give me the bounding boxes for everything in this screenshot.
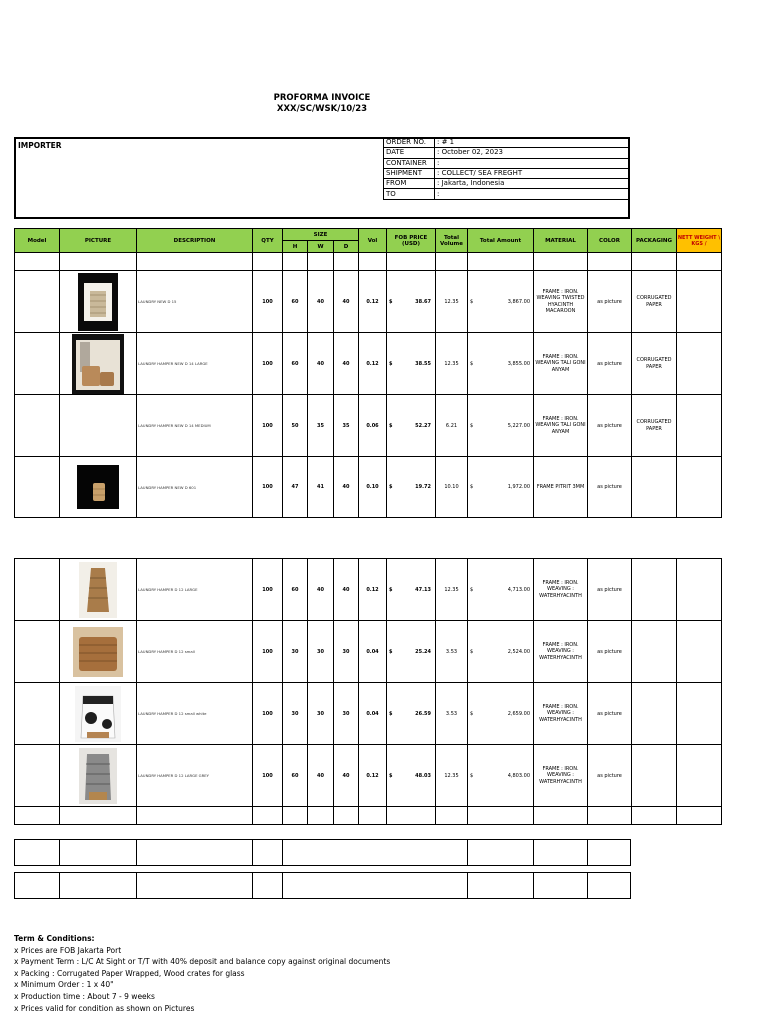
fob-value: 47.13 <box>415 586 431 593</box>
vol-cell: 0.12 <box>359 745 387 807</box>
page-break-row <box>15 518 722 559</box>
col-material: MATERIAL <box>534 229 588 253</box>
container-label: CONTAINER <box>384 158 435 168</box>
total-amount-value: 2,524.00 <box>507 648 530 655</box>
total-volume-cell: 12.35 <box>436 271 468 333</box>
qty-cell: 100 <box>253 559 283 621</box>
packaging-cell <box>632 621 677 683</box>
shipment-label: SHIPMENT <box>384 168 435 178</box>
fob-value: 25.24 <box>415 648 431 655</box>
currency-symbol: $ <box>470 586 474 593</box>
table-row-empty <box>15 253 722 271</box>
nett-weight-cell <box>677 621 722 683</box>
h-cell: 50 <box>283 395 308 457</box>
color-cell: as picture <box>588 745 632 807</box>
vol-cell: 0.04 <box>359 621 387 683</box>
description-cell: LAUNDRY HAMPER D 12 LARGE <box>137 559 253 621</box>
total-amount-cell <box>468 745 534 807</box>
nett-weight-cell <box>677 333 722 395</box>
invoice-number: XXX/SC/WSK/10/23 <box>276 104 368 114</box>
description-cell: LAUNDRY HAMPER D 12 LARGE GREY <box>137 745 253 807</box>
to-value: : <box>435 189 630 199</box>
color-cell: as picture <box>588 683 632 745</box>
currency-symbol: $ <box>470 422 474 429</box>
model-cell <box>15 621 60 683</box>
order-no-label: ORDER NO. <box>384 138 435 148</box>
color-cell: as picture <box>588 395 632 457</box>
fob-cell <box>387 683 436 745</box>
currency-symbol: $ <box>389 484 393 490</box>
terms-line: x Packing : Corrugated Paper Wrapped, Wood crates for glass <box>14 968 245 978</box>
from-value: : Jakarta, Indonesia <box>435 179 630 189</box>
qty-cell: 100 <box>253 683 283 745</box>
picture-cell <box>60 559 137 621</box>
nett-weight-cell <box>677 745 722 807</box>
packaging-cell: CORRUGATED PAPER <box>632 395 677 457</box>
material-cell: FRAME : IRON. WEAVING : WATERHYACINTH <box>534 621 588 683</box>
color-cell: as picture <box>588 559 632 621</box>
col-size-d: D <box>334 241 359 253</box>
w-cell: 35 <box>308 395 334 457</box>
currency-symbol: $ <box>470 484 474 490</box>
vol-cell: 0.12 <box>359 271 387 333</box>
packaging-cell <box>632 457 677 518</box>
h-cell: 30 <box>283 683 308 745</box>
fob-cell <box>387 395 436 457</box>
currency-symbol: $ <box>470 772 474 779</box>
col-nett-weight: NETT WEIGHT \ KGS / <box>677 229 722 253</box>
col-size-w: W <box>308 241 334 253</box>
total-amount-cell <box>468 559 534 621</box>
table-row <box>15 333 722 395</box>
summary-row-1 <box>14 839 631 866</box>
model-cell <box>15 745 60 807</box>
hamper-photo-image <box>78 273 118 331</box>
picture-cell <box>60 621 137 683</box>
currency-symbol: $ <box>389 586 393 593</box>
picture-cell <box>60 457 137 518</box>
h-cell: 30 <box>283 621 308 683</box>
color-cell: as picture <box>588 457 632 518</box>
table-row <box>15 683 722 745</box>
h-cell: 47 <box>283 457 308 518</box>
order-info-row <box>384 179 630 189</box>
terms-line: x Payment Term : L/C At Sight or T/T with 40% deposit and balance copy against original documents <box>14 957 391 967</box>
w-cell: 40 <box>308 271 334 333</box>
d-cell: 30 <box>334 683 359 745</box>
description-cell: LAUNDRY HAMPER D 12 small white <box>137 683 253 745</box>
model-cell <box>15 271 60 333</box>
order-info-row <box>384 158 630 168</box>
picture-cell <box>60 333 137 395</box>
description-cell: LAUNDRY HAMPER NEW D 601 <box>137 457 253 518</box>
material-cell: FRAME : IRON. WEAVING TALI GONI ANYAM <box>534 395 588 457</box>
total-amount-value: 5,227.00 <box>507 422 530 429</box>
qty-cell: 100 <box>253 271 283 333</box>
hamper-photo-image <box>75 686 121 742</box>
model-cell <box>15 333 60 395</box>
qty-cell: 100 <box>253 333 283 395</box>
col-qty: QTY <box>253 229 283 253</box>
currency-symbol: $ <box>389 298 393 305</box>
color-cell: as picture <box>588 621 632 683</box>
packaging-cell <box>632 683 677 745</box>
fob-cell <box>387 457 436 518</box>
total-volume-cell: 3.53 <box>436 621 468 683</box>
total-volume-cell: 12.35 <box>436 333 468 395</box>
color-cell: as picture <box>588 333 632 395</box>
fob-value: 38.55 <box>415 360 431 367</box>
nett-weight-cell <box>677 559 722 621</box>
vol-cell: 0.12 <box>359 333 387 395</box>
currency-symbol: $ <box>389 772 393 779</box>
hamper-photo-image <box>79 562 117 618</box>
col-packaging: PACKAGING <box>632 229 677 253</box>
model-cell <box>15 395 60 457</box>
hamper-photo-image <box>79 748 117 804</box>
col-size-h: H <box>283 241 308 253</box>
total-volume-cell: 12.35 <box>436 559 468 621</box>
qty-cell: 100 <box>253 621 283 683</box>
w-cell: 30 <box>308 621 334 683</box>
shipment-value: : COLLECT/ SEA FREGHT <box>435 168 630 178</box>
h-cell: 60 <box>283 559 308 621</box>
col-color: COLOR <box>588 229 632 253</box>
table-row <box>15 457 722 518</box>
total-volume-cell: 10.10 <box>436 457 468 518</box>
table-row <box>15 559 722 621</box>
order-info-row <box>384 138 630 148</box>
material-cell: FRAME : IRON. WEAVING : WATERHYACINTH <box>534 683 588 745</box>
nett-weight-cell <box>677 683 722 745</box>
total-amount-value: 4,803.00 <box>507 772 530 779</box>
qty-cell: 100 <box>253 457 283 518</box>
from-label: FROM <box>384 179 435 189</box>
currency-symbol: $ <box>389 648 393 655</box>
material-cell: FRAME : IRON. WEAVING : WATERHYACINTH <box>534 745 588 807</box>
currency-symbol: $ <box>389 360 393 367</box>
description-cell: LAUNDRY HAMPER NEW D 14 MEDIUM <box>137 395 253 457</box>
d-cell: 30 <box>334 621 359 683</box>
color-cell: as picture <box>588 271 632 333</box>
d-cell: 40 <box>334 333 359 395</box>
currency-symbol: $ <box>470 710 474 717</box>
material-cell: FRAME : IRON. WEAVING TALI GONI ANYAM <box>534 333 588 395</box>
qty-cell: 100 <box>253 395 283 457</box>
terms-line: x Prices are FOB Jakarta Port <box>14 945 122 955</box>
d-cell: 40 <box>334 271 359 333</box>
fob-cell <box>387 621 436 683</box>
order-no-value: : # 1 <box>435 138 630 148</box>
total-volume-cell: 3.53 <box>436 683 468 745</box>
fob-cell <box>387 333 436 395</box>
total-amount-cell <box>468 395 534 457</box>
w-cell: 30 <box>308 683 334 745</box>
total-amount-value: 2,659.00 <box>507 710 530 717</box>
d-cell: 40 <box>334 745 359 807</box>
total-amount-cell <box>468 271 534 333</box>
container-value: : <box>435 158 630 168</box>
qty-cell: 100 <box>253 745 283 807</box>
picture-cell <box>60 395 137 457</box>
total-amount-value: 1,972.00 <box>507 484 530 490</box>
currency-symbol: $ <box>470 298 474 305</box>
nett-weight-cell <box>677 395 722 457</box>
total-volume-cell: 6.21 <box>436 395 468 457</box>
table-row-empty <box>15 807 722 825</box>
currency-symbol: $ <box>470 648 474 655</box>
fob-cell <box>387 271 436 333</box>
packaging-cell: CORRUGATED PAPER <box>632 333 677 395</box>
invoice-title: PROFORMA INVOICE <box>273 93 371 103</box>
d-cell: 40 <box>334 457 359 518</box>
terms-line: x Production time : About 7 - 9 weeks <box>14 991 155 1001</box>
vol-cell: 0.04 <box>359 683 387 745</box>
fob-cell <box>387 559 436 621</box>
hamper-photo-image <box>77 465 119 509</box>
model-cell <box>15 457 60 518</box>
col-vol: Vol <box>359 229 387 253</box>
vol-cell: 0.12 <box>359 559 387 621</box>
h-cell: 60 <box>283 333 308 395</box>
date-label: DATE <box>384 148 435 158</box>
w-cell: 40 <box>308 745 334 807</box>
fob-value: 38.67 <box>415 298 431 305</box>
material-cell: FRAME : IRON. WEAVING : WATERHYACINTH <box>534 559 588 621</box>
material-cell: FRAME : IRON. WEAVING TWISTED HYACINTH MACAROON <box>534 271 588 333</box>
hamper-photo-image <box>73 627 123 677</box>
order-info-table <box>383 137 630 200</box>
terms-line: x Minimum Order : 1 x 40" <box>14 980 114 990</box>
col-description: DESCRIPTION <box>137 229 253 253</box>
table-row <box>15 745 722 807</box>
fob-value: 48.03 <box>415 772 431 779</box>
packaging-cell <box>632 745 677 807</box>
w-cell: 41 <box>308 457 334 518</box>
d-cell: 35 <box>334 395 359 457</box>
col-picture: PICTURE <box>60 229 137 253</box>
vol-cell: 0.10 <box>359 457 387 518</box>
w-cell: 40 <box>308 559 334 621</box>
total-volume-cell: 12.35 <box>436 745 468 807</box>
d-cell: 40 <box>334 559 359 621</box>
fob-value: 52.27 <box>415 422 431 429</box>
picture-cell <box>60 271 137 333</box>
total-amount-value: 3,867.00 <box>507 298 530 305</box>
order-info-row <box>384 168 630 178</box>
model-cell <box>15 559 60 621</box>
currency-symbol: $ <box>389 422 393 429</box>
h-cell: 60 <box>283 745 308 807</box>
hamper-photo-image <box>72 334 124 394</box>
picture-cell <box>60 745 137 807</box>
col-size: SIZE <box>283 229 359 241</box>
currency-symbol: $ <box>470 360 474 367</box>
order-info-row <box>384 189 630 199</box>
total-amount-cell <box>468 457 534 518</box>
model-cell <box>15 683 60 745</box>
terms-title: Term & Conditions: <box>14 934 95 943</box>
col-total-amount: Total Amount <box>468 229 534 253</box>
summary-row-2 <box>14 872 631 899</box>
total-amount-value: 3,855.00 <box>507 360 530 367</box>
picture-cell <box>60 683 137 745</box>
date-value: : October 02, 2023 <box>435 148 630 158</box>
fob-value: 19.72 <box>415 484 431 490</box>
col-fob-price: FOB PRICE (USD) <box>387 229 436 253</box>
h-cell: 60 <box>283 271 308 333</box>
nett-weight-cell <box>677 271 722 333</box>
description-cell: LAUNDRY NEW D 15 <box>137 271 253 333</box>
table-row <box>15 395 722 457</box>
fob-value: 26.59 <box>415 710 431 717</box>
total-amount-cell <box>468 333 534 395</box>
nett-weight-cell <box>677 457 722 518</box>
terms-line: x Prices valid for condition as shown on Pictures <box>14 1003 195 1013</box>
packaging-cell: CORRUGATED PAPER <box>632 271 677 333</box>
product-table <box>14 228 722 825</box>
order-info-row <box>384 148 630 158</box>
table-row <box>15 621 722 683</box>
total-amount-cell <box>468 683 534 745</box>
packaging-cell <box>632 559 677 621</box>
terms-section <box>14 933 390 1014</box>
header-row <box>15 229 722 241</box>
description-cell: LAUNDRY HAMPER D 12 small <box>137 621 253 683</box>
fob-cell <box>387 745 436 807</box>
importer-label: IMPORTER <box>18 141 62 150</box>
to-label: TO <box>384 189 435 199</box>
col-model: Model <box>15 229 60 253</box>
col-total-volume: Total Volume <box>436 229 468 253</box>
currency-symbol: $ <box>389 710 393 717</box>
total-amount-value: 4,713.00 <box>507 586 530 593</box>
total-amount-cell <box>468 621 534 683</box>
vol-cell: 0.06 <box>359 395 387 457</box>
table-row <box>15 271 722 333</box>
description-cell: LAUNDRY HAMPER NEW D 14 LARGE <box>137 333 253 395</box>
material-cell: FRAME PITRIT 3MM <box>534 457 588 518</box>
w-cell: 40 <box>308 333 334 395</box>
